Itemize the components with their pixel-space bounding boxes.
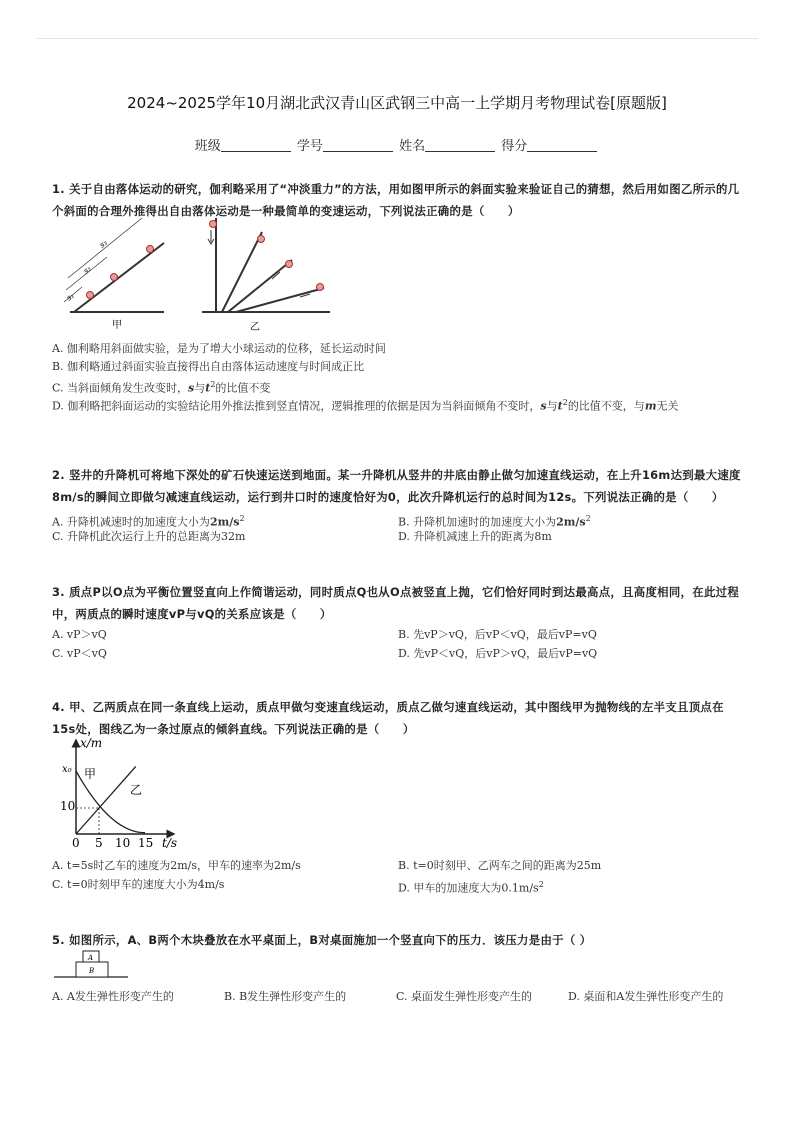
block-a-label: A bbox=[88, 954, 94, 962]
q1-option-b[interactable]: B. 伽利略通过斜面实验直接得出自由落体运动速度与时间成正比 bbox=[52, 360, 365, 373]
question-4-chart bbox=[52, 734, 192, 852]
q5-option-c[interactable]: C. 桌面发生弹性形变产生的 bbox=[396, 990, 533, 1003]
question-5-figure bbox=[52, 946, 132, 980]
page-title: 2024~2025学年10月湖北武汉青山区武钢三中高一上学期月考物理试卷[原题版] bbox=[127, 94, 667, 112]
ball bbox=[111, 274, 118, 281]
figure-yi-label: 乙 bbox=[250, 322, 260, 333]
q1-option-d[interactable]: D. 伽利略把斜面运动的实验结论用外推法推到竖直情况，逻辑推理的依据是因为当斜面倾角不变时，s与$t^2$的比值不变，与m无关 bbox=[52, 398, 679, 413]
arrow bbox=[249, 248, 254, 258]
question-3 bbox=[52, 581, 742, 625]
ball bbox=[87, 292, 94, 299]
score-field[interactable]: 得分 bbox=[501, 135, 599, 154]
name-field[interactable]: 姓名 bbox=[399, 135, 497, 154]
y-tick-x0: x₀ bbox=[62, 764, 72, 775]
q4-option-a[interactable]: A. t=5s时乙车的速度为2m/s，甲车的速率为2m/s bbox=[52, 859, 301, 872]
q2-option-d[interactable]: D. 升降机减速上升的距离为8m bbox=[398, 530, 552, 543]
q3-option-b[interactable]: B. 先vP＞vQ，后vP＜vQ，最后vP=vQ bbox=[398, 628, 597, 641]
x-tick-15: 15 bbox=[138, 836, 154, 850]
class-field[interactable]: 班级 bbox=[195, 135, 293, 154]
question-4-stem: 4. 甲、乙两质点在同一条直线上运动，质点甲做匀变速直线运动，质点乙做匀速直线运动，其中图线甲为抛物线的左半支且顶点在15s处，图线乙为一条过原点的倾斜直线。下列说法正确的是（ ） bbox=[52, 700, 724, 736]
s1-label: s₁ bbox=[64, 290, 76, 303]
q3-option-c[interactable]: C. vP＜vQ bbox=[52, 647, 107, 660]
question-5 bbox=[52, 929, 742, 951]
y-tick-10: 10 bbox=[60, 799, 76, 813]
q2-option-a[interactable]: A. 升降机减速时的加速度大小为$2m/s^2$ bbox=[52, 514, 245, 529]
question-3-stem: 3. 质点P以O点为平衡位置竖直向上作简谐运动，同时质点Q也从O点被竖直上抛，它们恰好同时到达最高点，且高度相同，在此过程中，两质点的瞬时速度vP与vQ的关系应该是（ ） bbox=[52, 585, 740, 621]
ball bbox=[210, 221, 217, 228]
y-axis-label: x/m bbox=[80, 736, 103, 750]
x-tick-5: 5 bbox=[95, 836, 103, 850]
q1-option-c[interactable]: C. 当斜面倾角发生改变时，s与$t^2$的比值不变 bbox=[52, 380, 271, 395]
question-1-figure bbox=[52, 210, 342, 335]
q2-option-c[interactable]: C. 升降机此次运行上升的总距离为32m bbox=[52, 530, 246, 543]
q3-option-d[interactable]: D. 先vP＜vQ，后vP＞vQ，最后vP=vQ bbox=[398, 647, 598, 660]
s3-label: s₃ bbox=[97, 237, 109, 250]
ball bbox=[147, 246, 154, 253]
q1-option-a[interactable]: A. 伽利略用斜面做实验，是为了增大小球运动的位移，延长运动时间 bbox=[52, 342, 386, 355]
incline bbox=[236, 288, 324, 312]
ball bbox=[286, 261, 293, 268]
series-jia-label: 甲 bbox=[84, 767, 97, 781]
q4-option-d[interactable]: D. 甲车的加速度大为$0.1m/s^2$ bbox=[398, 880, 544, 895]
x-tick-0: 0 bbox=[72, 836, 80, 850]
student-id-field[interactable]: 学号 bbox=[297, 135, 395, 154]
q2-option-b[interactable]: B. 升降机加速时的加速度大小为$2m/s^2$ bbox=[398, 514, 591, 529]
figure-jia-label: 甲 bbox=[112, 320, 122, 331]
incline bbox=[228, 260, 292, 312]
x-axis-label: t/s bbox=[162, 836, 178, 850]
question-5-stem: 5. 如图所示，A、B两个木块叠放在水平桌面上，B对桌面施加一个竖直向下的压力．该压力是由于（ ） bbox=[52, 933, 592, 947]
ball bbox=[317, 284, 324, 291]
student-info-row bbox=[0, 135, 794, 154]
ball bbox=[258, 236, 265, 243]
question-2-stem: 2. 竖井的升降机可将地下深处的矿石快速运送到地面。某一升降机从竖井的井底由静止做匀加速直线运动，在上升16m达到最大速度8m/s的瞬间立即做匀减速直线运动，运行到井口时的速度恰好为0，此次升降机运行的总时间为12s。下列说法正确的是（ ） bbox=[52, 468, 741, 504]
header-rule bbox=[36, 38, 758, 39]
q3-option-a[interactable]: A. vP＞vQ bbox=[52, 628, 107, 641]
block-b-label: B bbox=[89, 967, 95, 975]
question-2 bbox=[52, 464, 742, 508]
x-tick-10: 10 bbox=[115, 836, 131, 850]
series-yi-label: 乙 bbox=[130, 783, 143, 797]
q4-option-c[interactable]: C. t=0时刻甲车的速度大小为4m/s bbox=[52, 878, 225, 891]
question-1-stem: 1. 关于自由落体运动的研究，伽利略采用了“冲淡重力”的方法，用如图甲所示的斜面实验来验证自己的猜想，然后用如图乙所示的几个斜面的合理外推得出自由落体运动是一种最简单的变速运动，下列说法正确的是（ ） bbox=[52, 182, 740, 218]
q5-option-b[interactable]: B. B发生弹性形变产生的 bbox=[224, 990, 347, 1003]
q5-option-a[interactable]: A. A发生弹性形变产生的 bbox=[52, 990, 174, 1003]
incline bbox=[74, 243, 164, 312]
q4-option-b[interactable]: B. t=0时刻甲、乙两车之间的距离为25m bbox=[398, 859, 602, 872]
q5-option-d[interactable]: D. 桌面和A发生弹性形变产生的 bbox=[568, 990, 724, 1003]
s2-label: s₂ bbox=[81, 263, 93, 276]
